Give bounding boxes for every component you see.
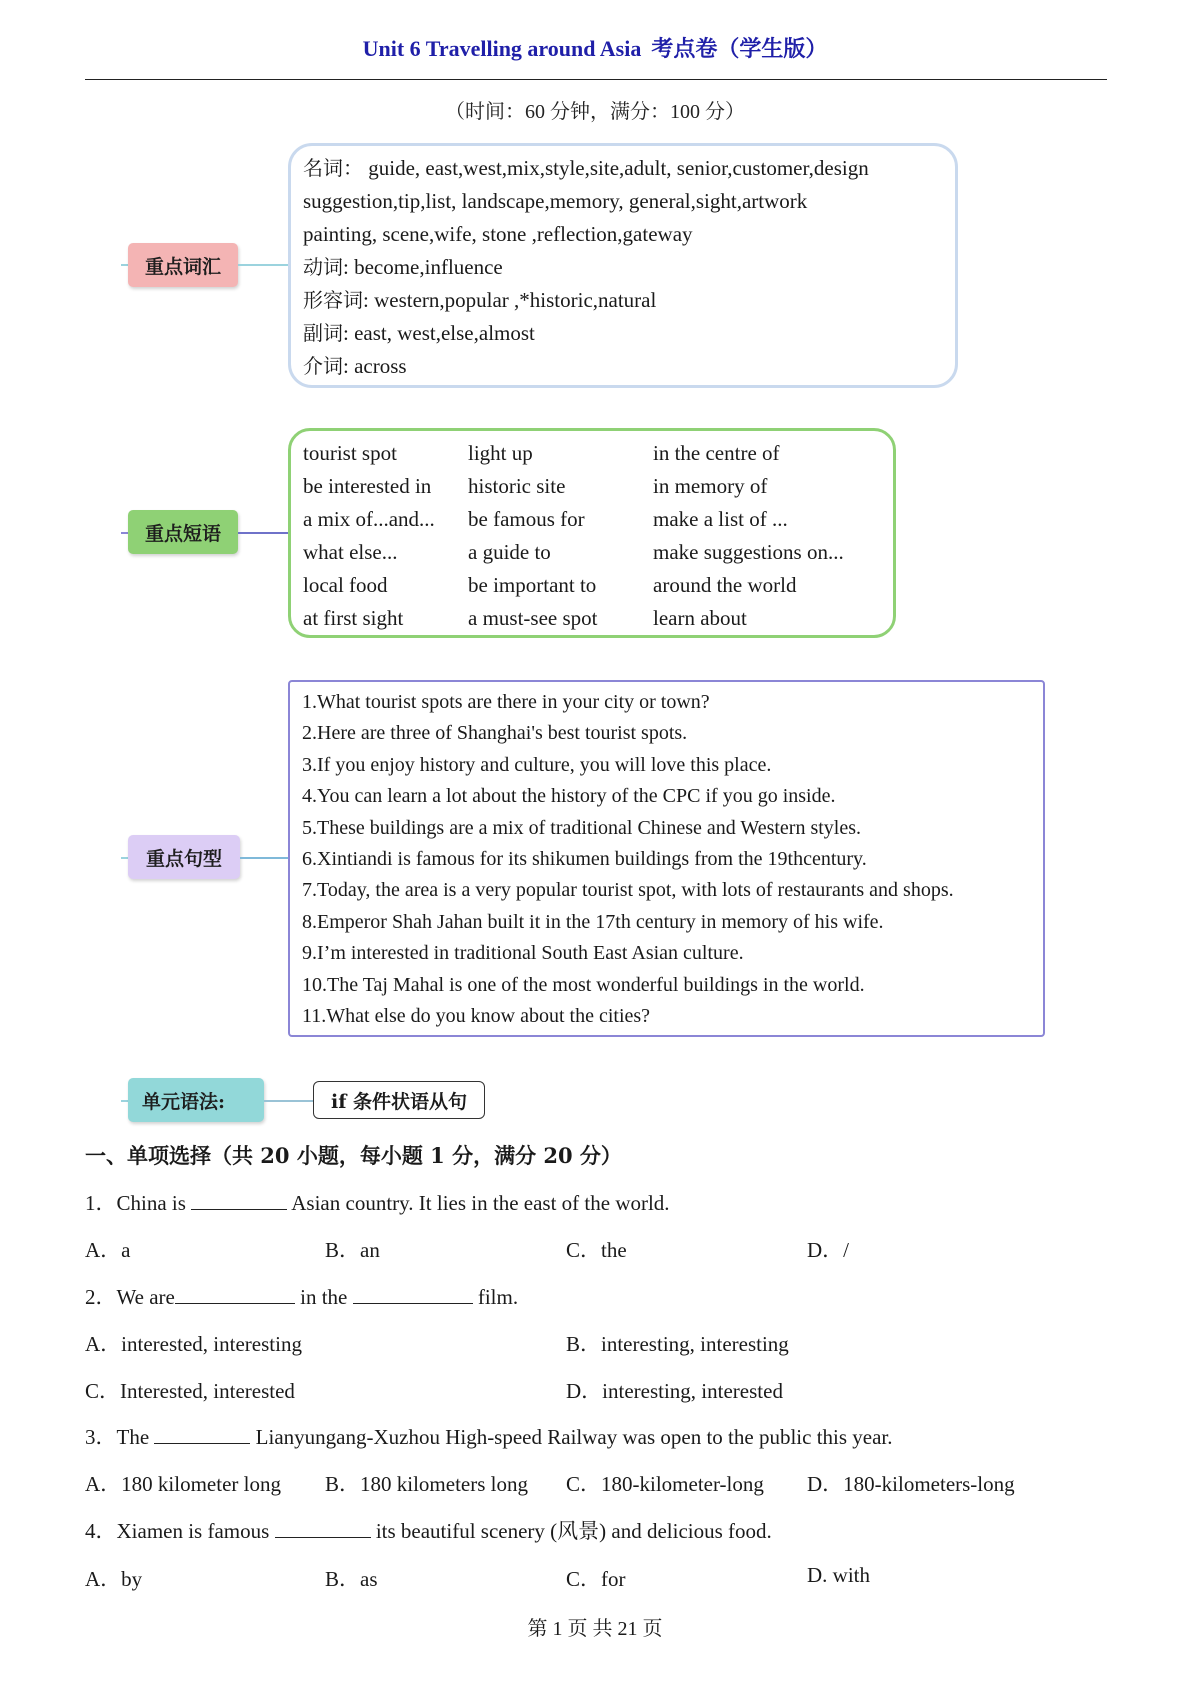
sentence-item: 10.The Taj Mahal is one of the most wonderful buildings in the world. [302, 973, 865, 996]
question-text: Lianyungang-Xuzhou High-speed Railway was open to the public this year. [250, 1425, 893, 1449]
vocab-line [303, 185, 943, 218]
sentence-item: 9.I’m interested in traditional South East Asian culture. [302, 942, 744, 965]
answer-blank[interactable] [275, 1517, 371, 1538]
sentence-item: 4.You can learn a lot about the history of the CPC if you go inside. [302, 785, 836, 808]
sentence-item: 1.What tourist spots are there in your city or town? [302, 691, 710, 713]
vocab-connector [238, 264, 288, 266]
question-1 [85, 1187, 670, 1217]
answer-blank[interactable] [175, 1283, 295, 1304]
phrase-item: historic site [468, 474, 566, 498]
sentence-item: 3.If you enjoy history and culture, you will love this place. [302, 753, 772, 776]
vocab-line [303, 317, 943, 350]
document-title [0, 32, 1190, 63]
option-c[interactable]: C．the [566, 1238, 627, 1262]
phrase-item: be famous for [468, 507, 585, 531]
phrase-item: be interested in [303, 474, 432, 498]
vocab-words: guide, east,west,mix,style,site,adult, senior,customer,design [363, 156, 869, 180]
phrase-item: local food [303, 573, 388, 597]
phrase-item: be important to [468, 573, 597, 597]
option-a[interactable]: A．interested, interesting [85, 1332, 302, 1356]
option-c[interactable]: C．180-kilometer-long [566, 1472, 764, 1496]
option-d[interactable]: D．/ [807, 1238, 849, 1262]
title-english: Unit 6 Travelling around Asia [362, 36, 642, 61]
vocab-words: painting, scene,wife, stone ,reflection,gateway [303, 222, 693, 246]
question-4 [85, 1515, 772, 1545]
option-b[interactable]: B．interesting, interesting [566, 1332, 789, 1356]
phrase-item: learn about [653, 606, 747, 630]
sentence-item: 8.Emperor Shah Jahan built it in the 17th century in memory of his wife. [302, 910, 884, 933]
phrase-item: in the centre of [653, 441, 780, 465]
phrase-item: tourist spot [303, 441, 397, 465]
phrase-item: light up [468, 441, 533, 465]
question-text: its beautiful scenery (风景) and delicious food. [370, 1519, 772, 1543]
vocab-words: : western,popular ,*historic,natural [363, 288, 657, 312]
vocab-line [303, 152, 943, 185]
option-b[interactable]: B．as [325, 1567, 378, 1591]
phrase-item: around the world [653, 573, 797, 597]
question-3 [85, 1421, 893, 1451]
title-chinese: 考点卷（学生版） [651, 36, 828, 61]
vocab-words: : across [343, 354, 407, 378]
phrase-item: make suggestions on... [653, 540, 844, 564]
sentence-tag: 重点句型 [128, 835, 240, 879]
phrase-item: a mix of...and... [303, 507, 435, 531]
page-number: 第 1 页 共 21 页 [527, 1618, 663, 1640]
phrase-item: in memory of [653, 474, 768, 498]
vocab-words: : become,influence [343, 255, 503, 279]
question-number: 2． [85, 1285, 117, 1309]
vocab-category: 名词： [303, 156, 363, 180]
grammar-topic: if 条件状语从句 [313, 1081, 485, 1119]
sentence-item: 11.What else do you know about the cities? [302, 1005, 651, 1028]
grammar-tag: 单元语法: [128, 1078, 264, 1122]
phrase-item: a guide to [468, 540, 551, 564]
option-a[interactable]: A．a [85, 1238, 131, 1262]
sentence-item: 7.Today, the area is a very popular tourist spot, with lots of restaurants and shops. [302, 879, 954, 902]
answer-blank[interactable] [154, 1423, 250, 1444]
question-2 [85, 1281, 518, 1311]
question-text: China is [116, 1191, 192, 1215]
vocab-tag: 重点词汇 [128, 243, 238, 287]
vocab-words: : east, west,else,almost [343, 321, 535, 345]
sentence-box [288, 680, 1045, 1037]
answer-blank[interactable] [191, 1189, 287, 1210]
phrase-item: make a list of ... [653, 507, 788, 531]
vocab-category: 动词 [303, 255, 343, 279]
question-text: The [116, 1425, 155, 1449]
vocab-category: 副词 [303, 321, 343, 345]
phrase-item: at first sight [303, 606, 404, 630]
exam-info: （时间：60 分钟，满分：100 分） [445, 101, 745, 123]
sentence-connector [240, 857, 288, 859]
option-d[interactable]: D．interesting, interested [566, 1379, 783, 1403]
option-b[interactable]: B．an [325, 1238, 380, 1262]
option-c[interactable]: C．Interested, interested [85, 1379, 295, 1403]
phrase-connector [238, 532, 288, 534]
vocab-box [288, 143, 958, 388]
question-text: film. [472, 1285, 519, 1309]
question-number: 1． [85, 1191, 117, 1215]
option-b[interactable]: B．180 kilometers long [325, 1472, 528, 1496]
sentence-item: 5.These buildings are a mix of traditional Chinese and Western styles. [302, 816, 862, 839]
grammar-connector [264, 1100, 313, 1102]
phrase-tag: 重点短语 [128, 510, 238, 554]
sentence-item: 2.Here are three of Shanghai's best tourist spots. [302, 722, 688, 745]
vocab-line [303, 284, 943, 317]
option-c[interactable]: C．for [566, 1567, 626, 1591]
option-d[interactable]: D. with [807, 1563, 870, 1587]
phrase-item: what else... [303, 540, 398, 564]
answer-blank[interactable] [353, 1283, 473, 1304]
vocab-category: 形容词 [303, 288, 363, 312]
vocab-line [303, 350, 943, 383]
phrase-grid [303, 437, 881, 635]
phrase-box [288, 428, 896, 638]
question-text: We are [116, 1285, 175, 1309]
question-text: Asian country. It lies in the east of the world. [287, 1191, 670, 1215]
vocab-words: suggestion,tip,list, landscape,memory, general,sight,artwork [303, 189, 808, 213]
vocab-category: 介词 [303, 354, 343, 378]
question-number: 3． [85, 1425, 117, 1449]
question-text: in the [294, 1285, 353, 1309]
section-heading: 一、单项选择（共 20 小题，每小题 1 分，满分 20 分） [85, 1143, 622, 1168]
vocab-line [303, 251, 943, 284]
question-text: Xiamen is famous [116, 1519, 275, 1543]
sentence-item: 6.Xintiandi is famous for its shikumen buildings from the 19thcentury. [302, 848, 867, 871]
question-number: 4． [85, 1519, 117, 1543]
option-d[interactable]: D．180-kilometers-long [807, 1472, 1015, 1496]
option-a[interactable]: A．by [85, 1567, 143, 1591]
vocab-line [303, 218, 943, 251]
phrase-item: a must-see spot [468, 606, 598, 630]
header-divider [85, 79, 1107, 80]
option-a[interactable]: A．180 kilometer long [85, 1472, 281, 1496]
